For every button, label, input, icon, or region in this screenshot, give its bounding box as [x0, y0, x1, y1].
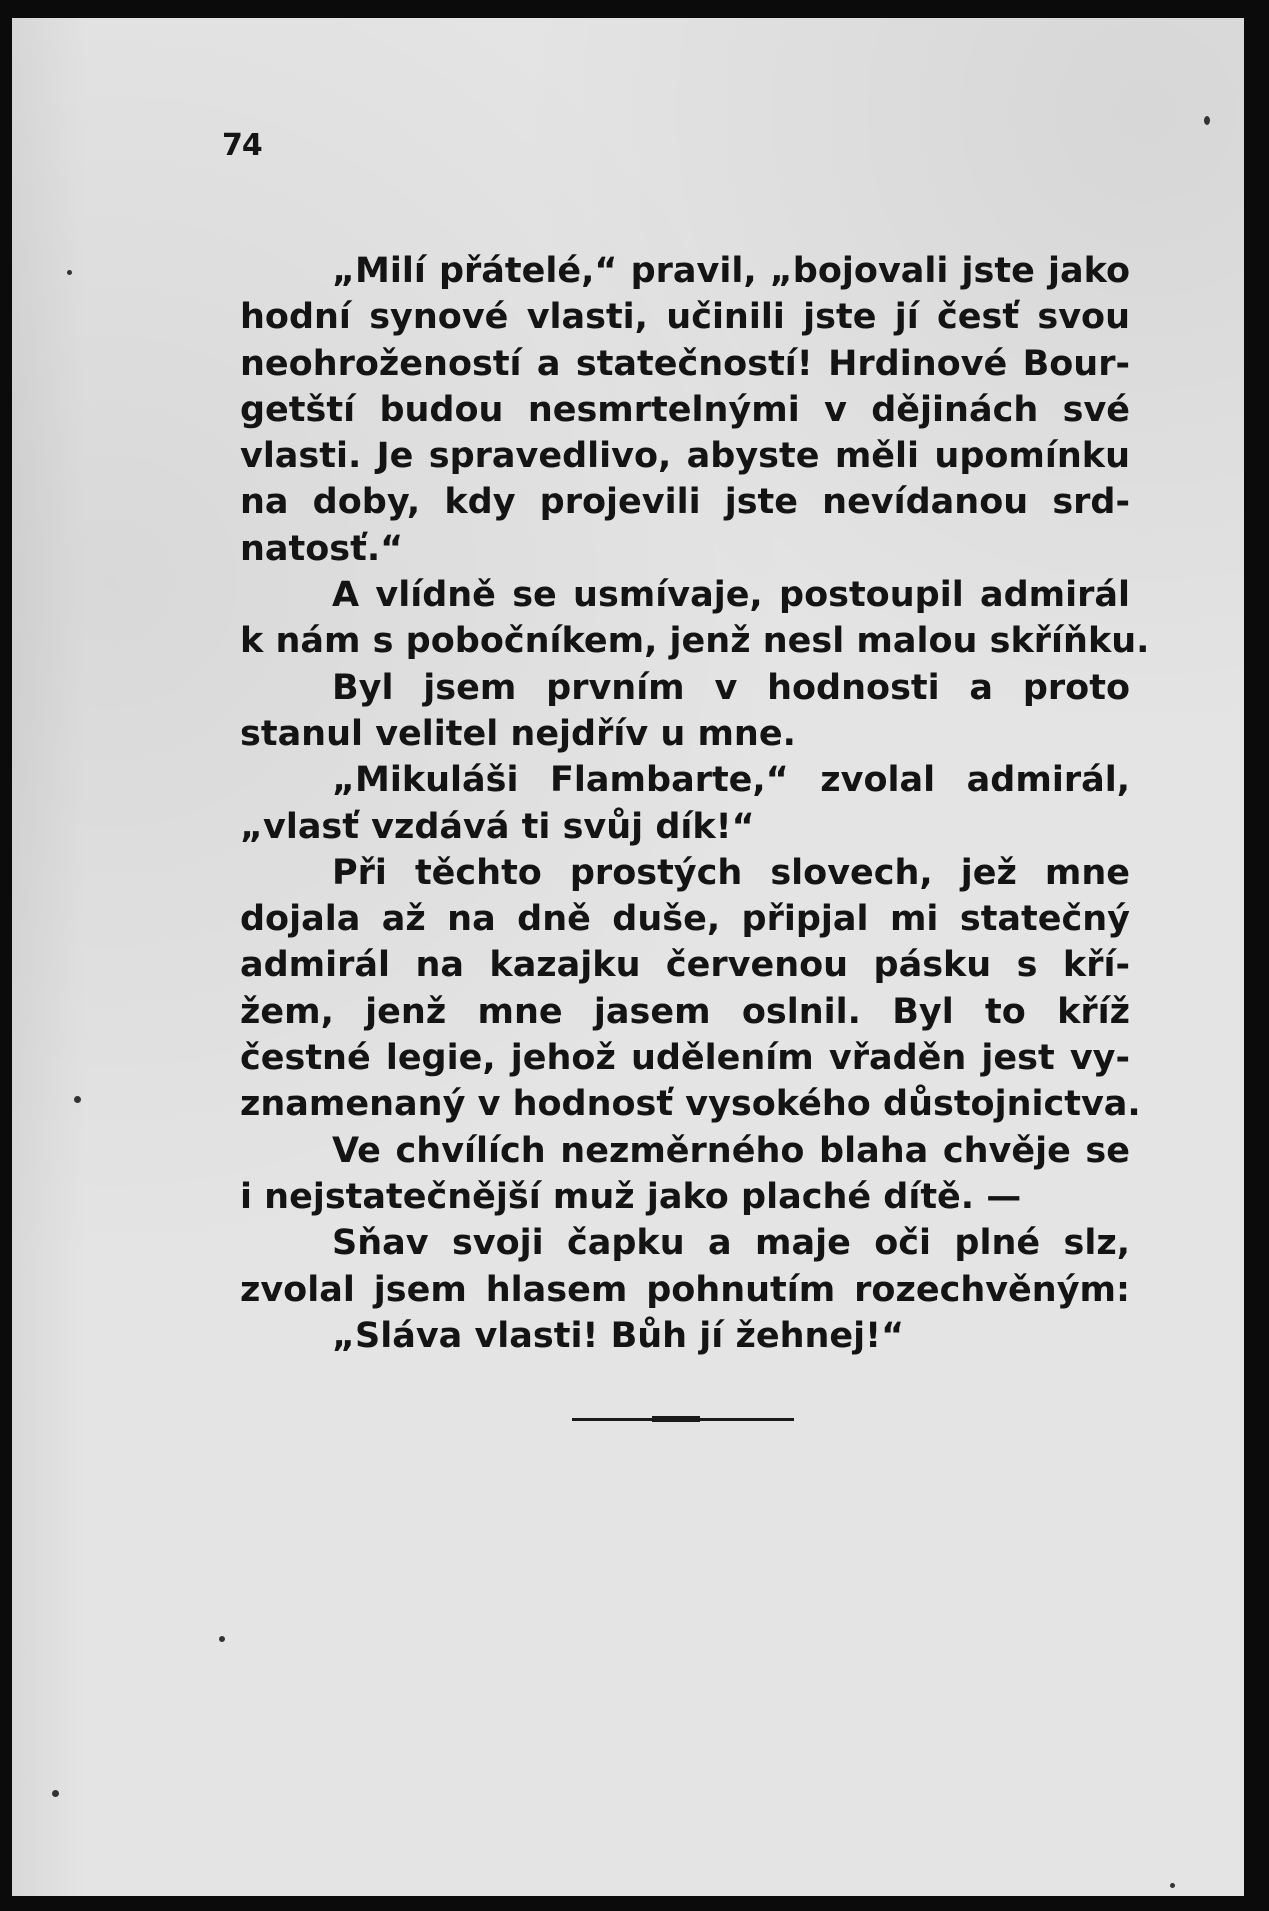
print-speck — [67, 270, 72, 275]
print-speck — [219, 1636, 225, 1642]
text-line: getští budou nesmrtelnými v dějinách své — [240, 389, 1130, 430]
text-line: na doby, kdy projevili jste nevídanou srd- — [240, 482, 1130, 523]
section-divider-ornament — [652, 1416, 700, 1422]
text-line: stanul velitel nejdřív u mne. — [240, 713, 796, 754]
print-speck — [52, 1790, 59, 1797]
text-line: čestné legie, jehož udělením vřaděn jest vy- — [240, 1038, 1130, 1079]
print-speck — [1170, 1883, 1175, 1888]
text-line: hodní synové vlasti, učinili jste jí česť svou — [240, 297, 1130, 338]
text-line: A vlídně se usmívaje, postoupil admirál — [332, 575, 1130, 616]
text-line: „vlasť vzdává ti svůj dík!“ — [240, 806, 755, 847]
text-line: žem, jenž mne jasem oslnil. Byl to kříž — [240, 991, 1130, 1032]
text-line: neohrožeností a statečností! Hrdinové Bour- — [240, 343, 1130, 384]
text-line: zvolal jsem hlasem pohnutím rozechvěným: — [240, 1269, 1130, 1310]
text-line: „Sláva vlasti! Bůh jí žehnej!“ — [332, 1315, 905, 1356]
text-line: dojala až na dně duše, připjal mi statečný — [240, 899, 1130, 940]
text-line: i nejstatečnější muž jako plaché dítě. — — [240, 1176, 1022, 1217]
page-number: 74 — [222, 128, 262, 163]
text-line: k nám s pobočníkem, jenž nesl malou skříňku. — [240, 621, 1150, 662]
text-line: Sňav svoji čapku a maje oči plné slz, — [332, 1223, 1130, 1264]
text-line: „Mikuláši Flambarte,“ zvolal admirál, — [332, 760, 1130, 801]
text-line: znamenaný v hodnosť vysokého důstojnictva. — [240, 1084, 1141, 1125]
text-line: „Milí přátelé,“ pravil, „bojovali jste jako — [332, 251, 1130, 291]
body-text — [240, 248, 1150, 1359]
text-line: vlasti. Je spravedlivo, abyste měli upomínku — [240, 436, 1130, 477]
book-page — [12, 18, 1244, 1896]
print-speck — [1204, 116, 1210, 125]
text-line: Při těchto prostých slovech, jež mne — [332, 852, 1130, 893]
text-line: natosť.“ — [240, 528, 404, 569]
print-speck — [74, 1096, 81, 1103]
text-line: Ve chvílích nezměrného blaha chvěje se — [332, 1130, 1130, 1171]
text-line: admirál na kazajku červenou pásku s kří- — [240, 945, 1130, 986]
text-line: Byl jsem prvním v hodnosti a proto — [332, 667, 1130, 708]
